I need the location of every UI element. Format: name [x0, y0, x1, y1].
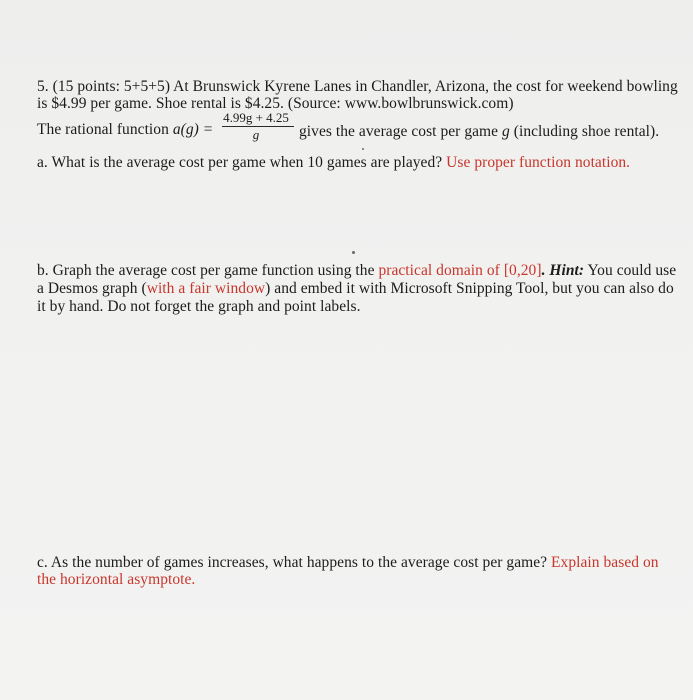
part-a-instruction: Use proper function notation.: [446, 154, 631, 171]
part-b-line-2: [37, 280, 674, 298]
part-b-text: b. Graph the average cost per game function using the: [37, 262, 379, 279]
function-suffix: gives the average cost per game: [299, 123, 503, 140]
problem-line-2: is $4.99 per game. Shoe rental is $4.25. (Source: www.bowlbrunswick.com): [37, 95, 514, 112]
stray-mark-2: [362, 148, 364, 150]
part-b-desmos-a: a Desmos graph (: [37, 280, 147, 297]
part-b-window: with a fair window: [146, 280, 266, 297]
part-b-desmos-b: ) and embed it with Microsoft Snipping Tool, but you can also do: [265, 280, 674, 297]
function-variable: g: [502, 123, 510, 140]
part-b-line-1: [37, 262, 676, 280]
part-a-question: a. What is the average cost per game when 10 games are played?: [37, 154, 447, 171]
function-prefix: The rational function: [37, 121, 173, 138]
fraction-numerator: 4.99g + 4.25: [223, 110, 289, 125]
part-b-hint-label: . Hint:: [541, 262, 585, 279]
part-c-question: c. As the number of games increases, what happens to the average cost per game?: [37, 554, 552, 571]
part-c-instruction-2: the horizontal asymptote.: [37, 571, 196, 588]
part-b-hint-text: You could use: [584, 262, 677, 279]
part-a: [37, 154, 630, 172]
function-definition-end: [299, 123, 659, 141]
part-c-line-1: [37, 554, 659, 572]
part-b-line-3: it by hand. Do not forget the graph and point labels.: [37, 298, 361, 315]
function-suffix-2: (including shoe rental).: [509, 123, 660, 140]
stray-mark: [352, 251, 355, 254]
fraction-denominator: g: [252, 127, 260, 142]
function-name: a(g) =: [172, 121, 214, 138]
function-definition-start: [37, 121, 213, 139]
part-b-domain: practical domain of [0,20]: [378, 262, 542, 279]
problem-line-1: 5. (15 points: 5+5+5) At Brunswick Kyrene Lanes in Chandler, Arizona, the cost for weekend bowling: [37, 78, 678, 95]
part-c-instruction-1: Explain based on: [551, 554, 659, 571]
